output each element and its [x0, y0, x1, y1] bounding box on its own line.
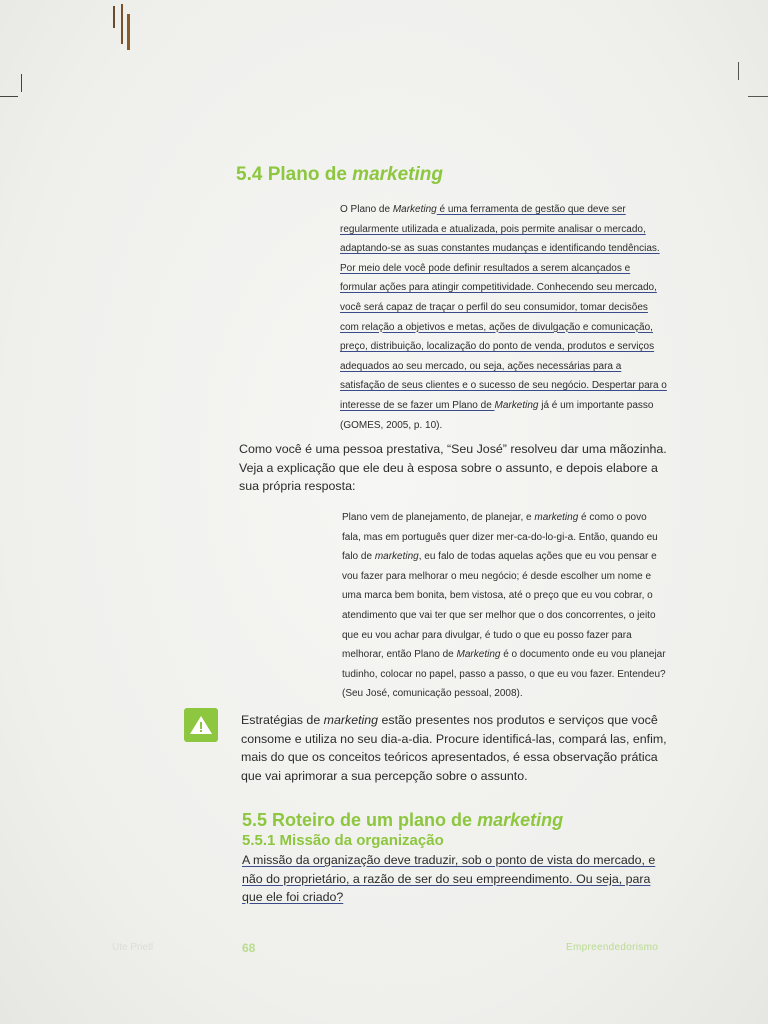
page-number: 68 — [242, 941, 256, 955]
section-5-5-heading: 5.5 Roteiro de um plano de marketing — [242, 810, 564, 830]
section-title: Plano de — [267, 164, 347, 185]
crop-mark — [0, 96, 18, 97]
quote-paragraph: Plano vem de planejamento, de planejar, e marketing é como o povo fala, mas em português quer dizer mer-ca-do-lo-gi-a. Então, quando eu falo de marketing, eu falo de todas aquelas ações que eu vou pensar e vou fazer para melhorar o meu negócio; é desde escolher um nome e uma marca bem bonita, bem vistosa, até o preço que eu vou cobrar, o atendimento que vai ter que ser melhor que o dos concorrentes, o jeito que eu vou achar para divulgar, é tudo o que eu posso fazer para melhorar, então Plano de Marketing é o documento onde eu vou planejar tudinho, colocar no papel, passo a passo, o que eu vou fazer. Entendeu? (Seu José, comunicação pessoal, 2008). — [342, 512, 666, 700]
section-heading — [236, 164, 443, 186]
section-title-italic: marketing — [352, 164, 443, 185]
footer-author: Ute Prietl — [112, 942, 154, 953]
subsection-heading: 5.5.1 Missão da organização — [242, 832, 444, 849]
scan-mark — [121, 4, 123, 44]
crop-mark — [738, 62, 739, 80]
scan-mark — [113, 6, 115, 28]
crop-mark — [748, 96, 768, 97]
citation-paragraph: O Plano de Marketing é uma ferramenta de gestão que deve ser regularmente utilizada e atualizada, pois permite analisar o mercado, adaptando-se as suas constantes mudanças e identificando tendências. Por meio dele você pode definir resultados a serem alcançados e formular ações para atingir competitividade. Conhecendo seu mercado, você será capaz de traçar o perfil do seu consumidor, tomar decisões com relação a objetivos e metas, ações de divulgação e comunicação, preço, distribuição, localização do ponto de venda, produtos e serviços adequados ao seu mercado, ou seja, ações necessárias para a satisfação de seus clientes e o sucesso de seu negócio. Despertar para o interesse de se fazer um Plano de Marketing já é um importante passo (GOMES, 2005, p. 10). — [340, 204, 667, 431]
intro-paragraph: Como você é uma pessoa prestativa, “Seu José” resolveu dar uma mãozinha. Veja a explicação que ele deu à esposa sobre o assunto, e depois elabore a sua própria resposta: — [239, 442, 667, 493]
scan-mark — [127, 14, 130, 50]
note-paragraph: Estratégias de marketing estão presentes nos produtos e serviços que você consome e utiliza no seu dia-a-dia. Procure identificá-las, compará las, enfim, mais do que os conceitos teóricos apresentados, é essa observação prática que vai aprimorar a sua percepção sobre o assunto. — [241, 713, 667, 783]
crop-mark — [21, 74, 22, 92]
warning-icon — [184, 708, 218, 742]
footer-book-title: Empreendedorismo — [566, 942, 659, 953]
seu-jose-quote — [342, 508, 666, 704]
citation-block — [340, 200, 668, 435]
mission-paragraph: A missão da organização deve traduzir, sob o ponto de vista do mercado, e não do proprietário, a razão de ser do seu empreendimento. Ou seja, para que ele foi criado? — [242, 853, 656, 904]
section-number: 5.4 — [236, 164, 263, 185]
